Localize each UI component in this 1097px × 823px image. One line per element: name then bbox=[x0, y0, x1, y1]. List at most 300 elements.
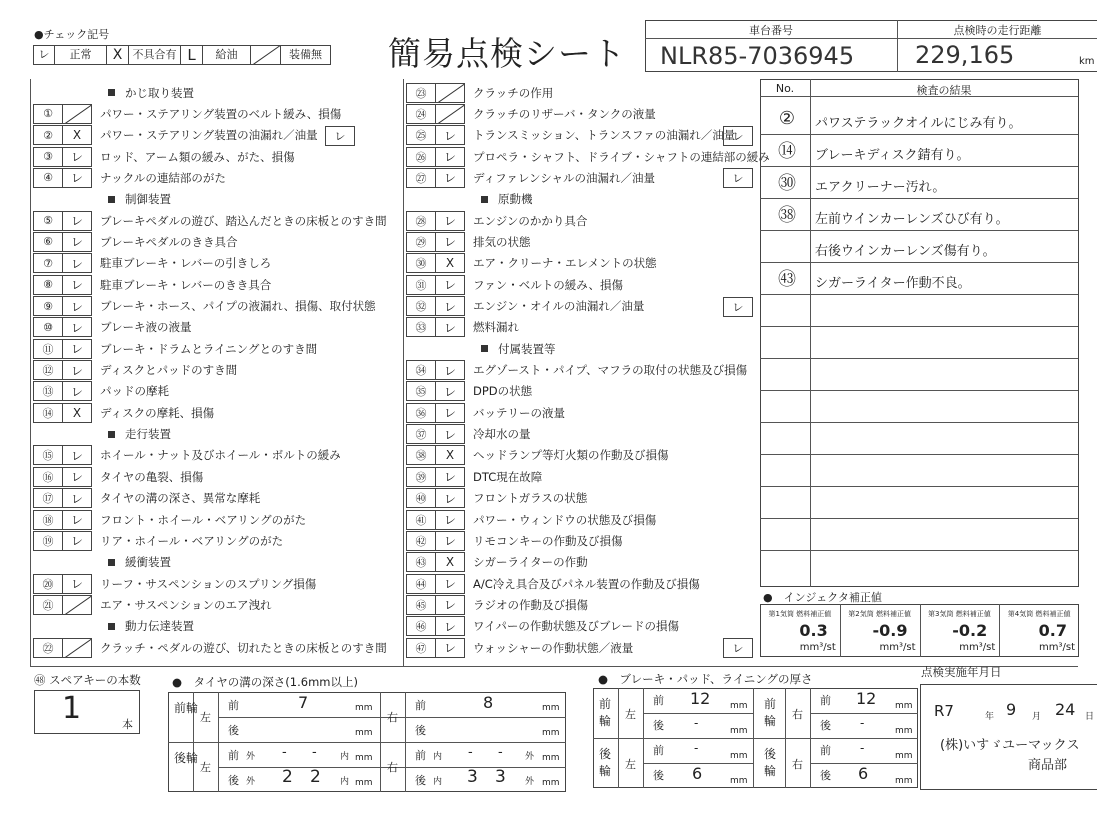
checklist-row bbox=[406, 167, 655, 188]
pos-front: 前 bbox=[228, 699, 239, 712]
item-number: ㉘ bbox=[406, 211, 436, 231]
item-number: ⑲ bbox=[33, 531, 63, 551]
checklist-row bbox=[406, 594, 588, 615]
grid-line bbox=[785, 688, 786, 788]
injector-col-label: 第2気筒 燃料補正値 bbox=[848, 610, 911, 618]
pos-rear: 後 bbox=[820, 769, 831, 782]
check-mark: レ bbox=[63, 253, 92, 273]
result-no: ⑭ bbox=[778, 141, 796, 162]
item-number: ⑯ bbox=[33, 467, 63, 487]
pos-outer: 外 bbox=[246, 777, 256, 787]
item-number: ㉝ bbox=[406, 317, 436, 337]
checklist-row bbox=[406, 296, 644, 317]
item-number: ㊻ bbox=[406, 616, 436, 636]
item-number: ㉞ bbox=[406, 360, 436, 380]
injector-unit: mm³/st bbox=[799, 642, 836, 653]
item-label: 冷却水の量 bbox=[473, 427, 531, 442]
unit: mm bbox=[730, 701, 748, 711]
unit: mm bbox=[730, 776, 748, 786]
checklist-row bbox=[33, 381, 169, 402]
rear-axle-label: 後輪 bbox=[764, 747, 777, 778]
spare-key-unit: 本 bbox=[122, 718, 133, 731]
check-mark: レ bbox=[436, 510, 465, 530]
pos-outer: 外 bbox=[246, 752, 256, 762]
unit: mm bbox=[355, 728, 373, 738]
check-mark: レ bbox=[436, 488, 465, 508]
checklist-row bbox=[33, 488, 260, 509]
injector-unit: mm³/st bbox=[959, 642, 996, 653]
section-heading bbox=[108, 424, 171, 445]
check-mark: レ bbox=[436, 125, 465, 145]
item-label: ディスクとパッドのすき間 bbox=[100, 363, 238, 378]
check-mark: レ bbox=[436, 403, 465, 423]
injector-value: 0.7 bbox=[1038, 621, 1067, 640]
legend-slash-mark bbox=[251, 45, 281, 65]
checklist-row bbox=[33, 167, 226, 188]
item-number: ⑥ bbox=[33, 232, 63, 252]
pos-inner: 内 bbox=[433, 752, 443, 762]
date-label: 点検実施年月日 bbox=[921, 665, 1002, 679]
item-number: ㉟ bbox=[406, 381, 436, 401]
item-label: パッドの摩耗 bbox=[100, 384, 169, 399]
unit: mm bbox=[542, 728, 560, 738]
check-mark: レ bbox=[436, 638, 465, 658]
check-mark: レ bbox=[63, 147, 92, 167]
item-label: エンジン・オイルの油漏れ／油量 bbox=[473, 299, 645, 313]
checklist-row bbox=[33, 402, 214, 423]
section-label: 走行装置 bbox=[125, 427, 171, 442]
section-label: 動力伝達装置 bbox=[125, 619, 194, 634]
checklist-row bbox=[33, 637, 387, 658]
item-label: ブレーキ・ドラムとライニングとのすき間 bbox=[100, 341, 318, 356]
checklist-row bbox=[33, 146, 295, 167]
legend-row bbox=[33, 45, 331, 65]
results-no-header: No. bbox=[775, 82, 795, 95]
unit: mm bbox=[542, 753, 560, 763]
unit: mm bbox=[895, 701, 913, 711]
unit: mm bbox=[355, 753, 373, 763]
item-number: ㉙ bbox=[406, 232, 436, 252]
legend-label: 正常 bbox=[55, 45, 107, 65]
rear-axle-label: 後輪 bbox=[599, 747, 612, 778]
brake-heading: ● ブレーキ・パッド、ライニングの厚さ bbox=[598, 672, 813, 686]
front-axle-label: 前輪 bbox=[599, 697, 612, 728]
item-label: 駐車ブレーキ・レバーの引きしろ bbox=[100, 256, 272, 271]
item-label: ディスクの摩耗、損傷 bbox=[100, 405, 215, 420]
check-mark-none bbox=[63, 104, 92, 124]
pos-outer: 外 bbox=[525, 777, 535, 787]
result-no: ㉚ bbox=[778, 173, 796, 194]
check-mark: X bbox=[436, 552, 465, 572]
item-number: ㊺ bbox=[406, 595, 436, 615]
item-label: ワイパーの作動状態及びブレードの損傷 bbox=[473, 619, 679, 634]
unit: mm bbox=[355, 703, 373, 713]
legend-heading: ●チェック記号 bbox=[34, 28, 110, 41]
tire-rl-front-outer: - bbox=[282, 745, 287, 760]
bullet-square-icon bbox=[108, 431, 115, 438]
grid-line bbox=[643, 688, 644, 788]
checklist-row bbox=[33, 573, 316, 594]
item-number: ㊸ bbox=[406, 552, 436, 572]
item-label: フロントガラスの状態 bbox=[473, 491, 588, 506]
checklist-row bbox=[33, 360, 237, 381]
check-mark: X bbox=[436, 253, 465, 273]
item-number: ㉕ bbox=[406, 125, 436, 145]
level-check-box: レ bbox=[723, 297, 753, 317]
check-mark: レ bbox=[436, 275, 465, 295]
check-mark: レ bbox=[63, 168, 92, 188]
section-heading bbox=[481, 338, 556, 359]
left-label: 左 bbox=[200, 711, 211, 724]
tire-fl-front: 7 bbox=[298, 693, 309, 712]
item-label: エア・クリーナ・エレメントの状態 bbox=[473, 256, 657, 271]
item-label: 排気の状態 bbox=[473, 234, 531, 249]
item-label: フロント・ホイール・ベアリングのがた bbox=[100, 512, 307, 527]
item-label: タイヤの溝の深さ、異常な摩耗 bbox=[100, 491, 261, 506]
checklist-row bbox=[406, 637, 633, 658]
unit: mm bbox=[542, 778, 560, 788]
item-label: リモコンキーの作動及び損傷 bbox=[473, 533, 623, 548]
tire-fr-front: 8 bbox=[483, 693, 494, 712]
item-number: ㉖ bbox=[406, 147, 436, 167]
item-label: ブレーキペダルのきき具合 bbox=[100, 234, 238, 249]
item-number: ㉑ bbox=[33, 595, 63, 615]
mileage-value: 229,165 bbox=[915, 41, 1015, 69]
tire-rl-front-inner: - bbox=[312, 745, 317, 760]
item-number: ㊼ bbox=[406, 638, 436, 658]
brake-fr-front: 12 bbox=[856, 689, 877, 708]
item-number: ㉚ bbox=[406, 253, 436, 273]
pos-front: 前 bbox=[415, 749, 426, 762]
item-number: ⑬ bbox=[33, 381, 63, 401]
item-label: シガーライターの作動 bbox=[473, 555, 588, 570]
item-number: ⑮ bbox=[33, 445, 63, 465]
brake-rr-rear: 6 bbox=[858, 764, 869, 783]
bullet-square-icon bbox=[108, 623, 115, 630]
item-label: エア・サスペンションのエア洩れ bbox=[100, 597, 272, 612]
bullet-square-icon bbox=[481, 345, 488, 352]
check-mark: レ bbox=[436, 168, 465, 188]
check-mark: レ bbox=[436, 467, 465, 487]
item-number: ⑨ bbox=[33, 296, 63, 316]
date-year-unit: 年 bbox=[985, 712, 995, 722]
check-mark: レ bbox=[436, 616, 465, 636]
legend-label: 不具合有 bbox=[129, 45, 181, 65]
item-label: リーフ・サスペンションのスプリング損傷 bbox=[100, 576, 317, 591]
level-check-box: レ bbox=[723, 168, 753, 188]
item-label: プロペラ・シャフト、ドライブ・シャフトの連結部の緩み bbox=[473, 149, 770, 164]
item-label: DTC現在故障 bbox=[473, 469, 543, 484]
checklist-row bbox=[406, 317, 519, 338]
check-mark: レ bbox=[63, 360, 92, 380]
mileage-unit: km bbox=[1079, 56, 1095, 67]
injector-value: -0.9 bbox=[872, 621, 908, 640]
spare-key-value: 1 bbox=[62, 691, 82, 726]
result-no: ㊳ bbox=[778, 205, 796, 226]
pos-rear: 後 bbox=[228, 724, 239, 737]
bullet-square-icon bbox=[108, 89, 115, 96]
check-mark: レ bbox=[436, 360, 465, 380]
date-day-value: 24 bbox=[1055, 700, 1076, 719]
level-check-box: レ bbox=[723, 126, 753, 146]
section-label: かじ取り装置 bbox=[125, 85, 194, 100]
item-number: ㊵ bbox=[406, 488, 436, 508]
pos-rear: 後 bbox=[653, 719, 664, 732]
brake-fl-front: 12 bbox=[690, 689, 711, 708]
checklist-row bbox=[406, 274, 623, 295]
checklist-row bbox=[406, 530, 623, 551]
item-number: ㊹ bbox=[406, 574, 436, 594]
pos-front: 前 bbox=[653, 744, 664, 757]
item-label: 燃料漏れ bbox=[473, 320, 519, 335]
checklist-row bbox=[406, 552, 588, 573]
pos-front: 前 bbox=[653, 694, 664, 707]
checklist-row bbox=[406, 509, 656, 530]
check-mark: レ bbox=[63, 232, 92, 252]
result-text: エアクリーナー汚れ。 bbox=[815, 180, 946, 195]
item-number: ⑤ bbox=[33, 211, 63, 231]
left-label: 左 bbox=[625, 708, 636, 721]
item-label: リア・ホイール・ベアリングのがた bbox=[100, 533, 284, 548]
check-mark: レ bbox=[63, 211, 92, 231]
checklist-row bbox=[406, 424, 531, 445]
check-mark: レ bbox=[63, 296, 92, 316]
pos-outer: 外 bbox=[525, 752, 535, 762]
injector-unit: mm³/st bbox=[879, 642, 916, 653]
checklist-row bbox=[406, 231, 531, 252]
page-title: 簡易点検シート bbox=[388, 34, 626, 73]
checklist-row bbox=[33, 509, 306, 530]
brake-rl-front: - bbox=[694, 741, 699, 755]
bullet-square-icon bbox=[108, 196, 115, 203]
bullet-square-icon bbox=[481, 196, 488, 203]
legend-mark: L bbox=[181, 45, 203, 65]
checklist-row bbox=[33, 530, 283, 551]
date-month-unit: 月 bbox=[1032, 712, 1042, 722]
item-number: ㉒ bbox=[33, 638, 63, 658]
item-number: ① bbox=[33, 104, 63, 124]
section-label: 付属装置等 bbox=[498, 341, 556, 356]
check-mark: X bbox=[63, 403, 92, 423]
checklist-row bbox=[33, 594, 272, 615]
section-heading bbox=[481, 189, 533, 210]
brake-rr-front: - bbox=[860, 741, 865, 755]
result-no: ㊸ bbox=[778, 269, 796, 290]
pos-front: 前 bbox=[820, 744, 831, 757]
pos-inner: 内 bbox=[433, 777, 443, 787]
item-label: ラジオの作動及び損傷 bbox=[473, 597, 588, 612]
legend-label: 給油 bbox=[203, 45, 251, 65]
brake-fr-rear: - bbox=[860, 716, 865, 730]
item-label: ブレーキ液の液量 bbox=[100, 320, 192, 335]
item-label: DPDの状態 bbox=[473, 384, 533, 399]
grid-line bbox=[753, 688, 754, 788]
right-label: 右 bbox=[387, 711, 398, 724]
section-heading bbox=[108, 82, 194, 103]
grid-line bbox=[168, 742, 566, 743]
pos-front: 前 bbox=[228, 749, 239, 762]
date-day-unit: 日 bbox=[1085, 712, 1095, 722]
pos-rear: 後 bbox=[653, 769, 664, 782]
item-number: ⑦ bbox=[33, 253, 63, 273]
item-number: ② bbox=[33, 125, 63, 145]
injector-heading: ● インジェクタ補正値 bbox=[763, 591, 882, 604]
check-mark: レ bbox=[436, 531, 465, 551]
right-label: 右 bbox=[387, 761, 398, 774]
brake-fl-rear: - bbox=[694, 716, 699, 730]
pos-inner: 内 bbox=[340, 777, 350, 787]
unit: mm bbox=[895, 751, 913, 761]
grid-line bbox=[405, 692, 406, 792]
checklist-row bbox=[406, 381, 532, 402]
item-label: パワー・ステアリング装置のベルト緩み、損傷 bbox=[100, 106, 342, 121]
item-label: A/C冷え具合及びパネル装置の作動及び損傷 bbox=[473, 576, 700, 591]
item-label: ロッド、アーム類の緩み、がた、損傷 bbox=[100, 149, 295, 164]
item-number: ㉓ bbox=[406, 83, 436, 103]
injector-col-label: 第4気筒 燃料補正値 bbox=[1007, 610, 1071, 618]
pos-rear: 後 bbox=[820, 719, 831, 732]
grid-line bbox=[810, 688, 811, 788]
check-mark: レ bbox=[63, 574, 92, 594]
item-label: ディファレンシャルの油漏れ／油量 bbox=[473, 170, 656, 185]
tire-rr-rear-inner: 3 bbox=[467, 767, 478, 787]
pos-front: 前 bbox=[415, 699, 426, 712]
injector-col-label: 第1気筒 燃料補正値 bbox=[768, 610, 832, 618]
checklist-row bbox=[406, 103, 656, 124]
checklist-row bbox=[406, 616, 679, 637]
item-label: ファン・ベルトの緩み、損傷 bbox=[473, 277, 623, 292]
checklist-row bbox=[406, 445, 669, 466]
result-text: シガーライター作動不良。 bbox=[815, 276, 971, 291]
item-number: ㊱ bbox=[406, 403, 436, 423]
checklist-row bbox=[406, 253, 657, 274]
section-heading bbox=[108, 552, 171, 573]
checklist-row bbox=[33, 274, 271, 295]
tire-rl-rear-inner: 2 bbox=[310, 767, 321, 787]
item-number: ㉜ bbox=[406, 296, 436, 316]
checklist-row bbox=[33, 103, 341, 124]
injector-value: 0.3 bbox=[799, 621, 828, 640]
checklist-row bbox=[406, 466, 542, 487]
check-mark: レ bbox=[436, 232, 465, 252]
tire-heading: ● タイヤの溝の深さ(1.6mm以上) bbox=[172, 675, 358, 689]
pos-inner: 内 bbox=[340, 752, 350, 762]
item-number: ㉛ bbox=[406, 275, 436, 295]
unit: mm bbox=[730, 726, 748, 736]
level-check-box: レ bbox=[723, 638, 753, 658]
item-number: ⑧ bbox=[33, 275, 63, 295]
right-label: 右 bbox=[792, 758, 803, 771]
check-mark: レ bbox=[63, 467, 92, 487]
unit: mm bbox=[895, 726, 913, 736]
date-month-value: 9 bbox=[1006, 700, 1017, 719]
item-number: ㉔ bbox=[406, 104, 436, 124]
grid-line bbox=[810, 713, 918, 714]
result-no: ② bbox=[778, 107, 796, 129]
item-label: クラッチのリザーバ・タンクの液量 bbox=[473, 106, 656, 121]
check-mark: レ bbox=[436, 317, 465, 337]
item-number: ㊷ bbox=[406, 531, 436, 551]
item-label: クラッチの作用 bbox=[473, 85, 554, 100]
item-label: パワー・ウィンドウの状態及び損傷 bbox=[473, 512, 657, 527]
check-mark: レ bbox=[436, 424, 465, 444]
item-label: パワー・ステアリング装置の油漏れ／油量 bbox=[100, 128, 318, 143]
item-number: ㊳ bbox=[406, 445, 436, 465]
checklist-row bbox=[406, 82, 553, 103]
checklist-row bbox=[406, 402, 565, 423]
item-number: ⑳ bbox=[33, 574, 63, 594]
item-label: ホイール・ナット及びホイール・ボルトの緩み bbox=[100, 448, 341, 463]
check-mark-none bbox=[63, 595, 92, 615]
bullet-square-icon bbox=[108, 559, 115, 566]
vehicle-label: 車台番号 bbox=[749, 24, 793, 37]
check-mark: レ bbox=[63, 275, 92, 295]
front-axle-label: 前輪 bbox=[174, 701, 199, 715]
item-label: ウォッシャーの作動状態／液量 bbox=[473, 640, 634, 655]
checklist-row bbox=[33, 296, 376, 317]
checklist-row bbox=[406, 125, 735, 146]
check-mark: レ bbox=[63, 339, 92, 359]
tire-rl-rear-outer: 2 bbox=[282, 767, 293, 787]
checklist-row bbox=[33, 210, 387, 231]
item-label: ブレーキペダルの遊び、踏込んだときの床板とのすき間 bbox=[100, 213, 387, 228]
grid-line bbox=[593, 738, 918, 739]
company-name: (株)いすゞユーマックス bbox=[940, 738, 1080, 753]
spare-key-label: ㊽ スペアキーの本数 bbox=[34, 673, 141, 687]
check-mark: レ bbox=[436, 211, 465, 231]
item-label: エグゾースト・パイプ、マフラの取付の状態及び損傷 bbox=[473, 363, 748, 378]
checklist-row bbox=[33, 466, 203, 487]
check-mark: レ bbox=[63, 531, 92, 551]
item-number: ⑫ bbox=[33, 360, 63, 380]
item-label: ナックルの連結部のがた bbox=[100, 170, 226, 185]
check-mark-none bbox=[436, 83, 465, 103]
checklist-row bbox=[406, 360, 747, 381]
injector-col-label: 第3気筒 燃料補正値 bbox=[928, 610, 991, 618]
item-number: ⑩ bbox=[33, 317, 63, 337]
item-label: ヘッドランプ等灯火類の作動及び損傷 bbox=[473, 448, 669, 463]
checklist-row bbox=[33, 125, 318, 146]
legend-mark: レ bbox=[33, 45, 55, 65]
section-label: 緩衝装置 bbox=[125, 555, 171, 570]
section-heading bbox=[108, 616, 194, 637]
checklist-row bbox=[406, 573, 700, 594]
item-number: ⑭ bbox=[33, 403, 63, 423]
check-mark: レ bbox=[436, 147, 465, 167]
unit: mm bbox=[895, 776, 913, 786]
section-label: 制御装置 bbox=[125, 192, 171, 207]
grid-line bbox=[618, 688, 619, 788]
checklist-row bbox=[33, 231, 238, 252]
pos-rear: 後 bbox=[415, 724, 426, 737]
check-mark: レ bbox=[436, 381, 465, 401]
check-mark: レ bbox=[436, 574, 465, 594]
result-text: パワステラックオイルにじみ有り。 bbox=[815, 116, 1022, 131]
brake-rl-rear: 6 bbox=[692, 764, 703, 783]
checklist-row bbox=[406, 146, 770, 167]
front-axle-label: 前輪 bbox=[764, 697, 777, 728]
item-number: ⑰ bbox=[33, 488, 63, 508]
check-mark-none bbox=[436, 104, 465, 124]
tire-rr-front-outer: - bbox=[498, 745, 503, 760]
tire-rr-rear-outer: 3 bbox=[495, 767, 506, 787]
left-label: 左 bbox=[625, 758, 636, 771]
check-mark-none bbox=[63, 638, 92, 658]
grid-line bbox=[643, 713, 753, 714]
department: 商品部 bbox=[1028, 758, 1068, 773]
check-mark: レ bbox=[436, 595, 465, 615]
checklist-row bbox=[33, 317, 192, 338]
